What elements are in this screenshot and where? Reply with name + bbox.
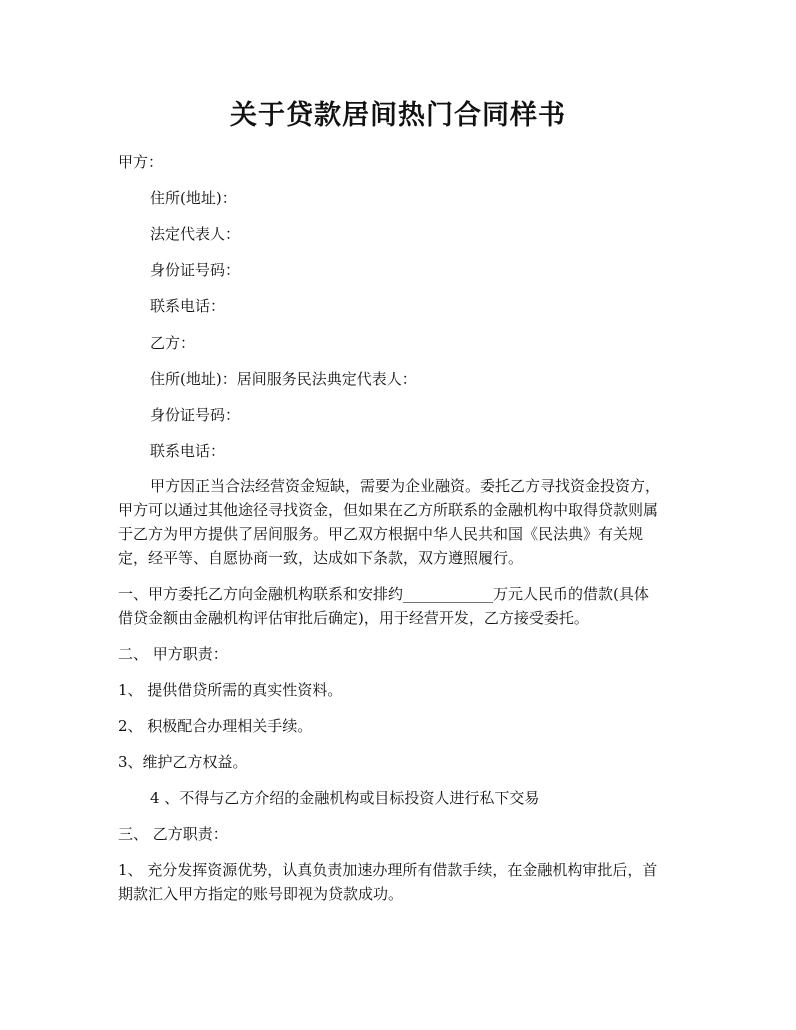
party-a-phone: 联系电话： [150,297,226,315]
clause-3-item-1-line-1: 1、 充分发挥资源优势，认真负责加速办理所有借款手续，在金融机构审批后，首 [118,861,658,879]
party-b-phone: 联系电话： [150,442,226,460]
clause-3-heading: 三、 乙方职责： [118,825,228,843]
intro-line: 于乙方为甲方提供了居间服务。甲乙双方根据中华人民共和国《民法典》有关规 [118,525,644,543]
clause-1-part-2: 万元人民币的借款(具体 [493,585,649,603]
party-a-id-number: 身份证号码： [150,261,241,279]
clause-1-line-1 [118,582,683,606]
clause-3-item-1-line-2: 期款汇入甲方指定的账号即视为贷款成功。 [118,885,404,903]
party-b-id-number: 身份证号码： [150,406,241,424]
clause-2-item: 4 、不得与乙方介绍的金融机构或目标投资人进行私下交易 [150,789,540,807]
party-b-address: 住所(地址)：居间服务民法典定代表人： [150,370,417,388]
party-a-address: 住所(地址)： [150,189,237,207]
party-a-legal-rep: 法定代表人： [150,225,241,243]
intro-line: 甲方可以通过其他途径寻找资金，但如果在乙方所联系的金融机构中取得贷款则属 [118,501,659,519]
party-b-label: 乙方： [150,334,196,352]
clause-2-item: 1、 提供借贷所需的真实性资料。 [118,681,343,699]
clause-2-heading: 二、 甲方职责： [118,645,228,663]
clause-2-item: 3、维护乙方权益。 [118,753,248,771]
intro-line: 定，经平等、自愿协商一致，达成如下条款，双方遵照履行。 [118,549,524,567]
party-a-label: 甲方： [118,153,164,171]
clause-1-part-1: 一、甲方委托乙方向金融机构联系和安排约 [118,585,404,603]
amount-blank: ____________ [403,585,494,603]
clause-2-item: 2、 积极配合办理相关手续。 [118,717,313,735]
clause-1-line-2: 借贷金额由金融机构评估审批后确定)，用于经营开发，乙方接受委托。 [118,609,589,627]
intro-line: 甲方因正当合法经营资金短缺，需要为企业融资。委托乙方寻找资金投资方， [150,477,661,495]
document-title: 关于贷款居间热门合同样书 [230,100,566,131]
